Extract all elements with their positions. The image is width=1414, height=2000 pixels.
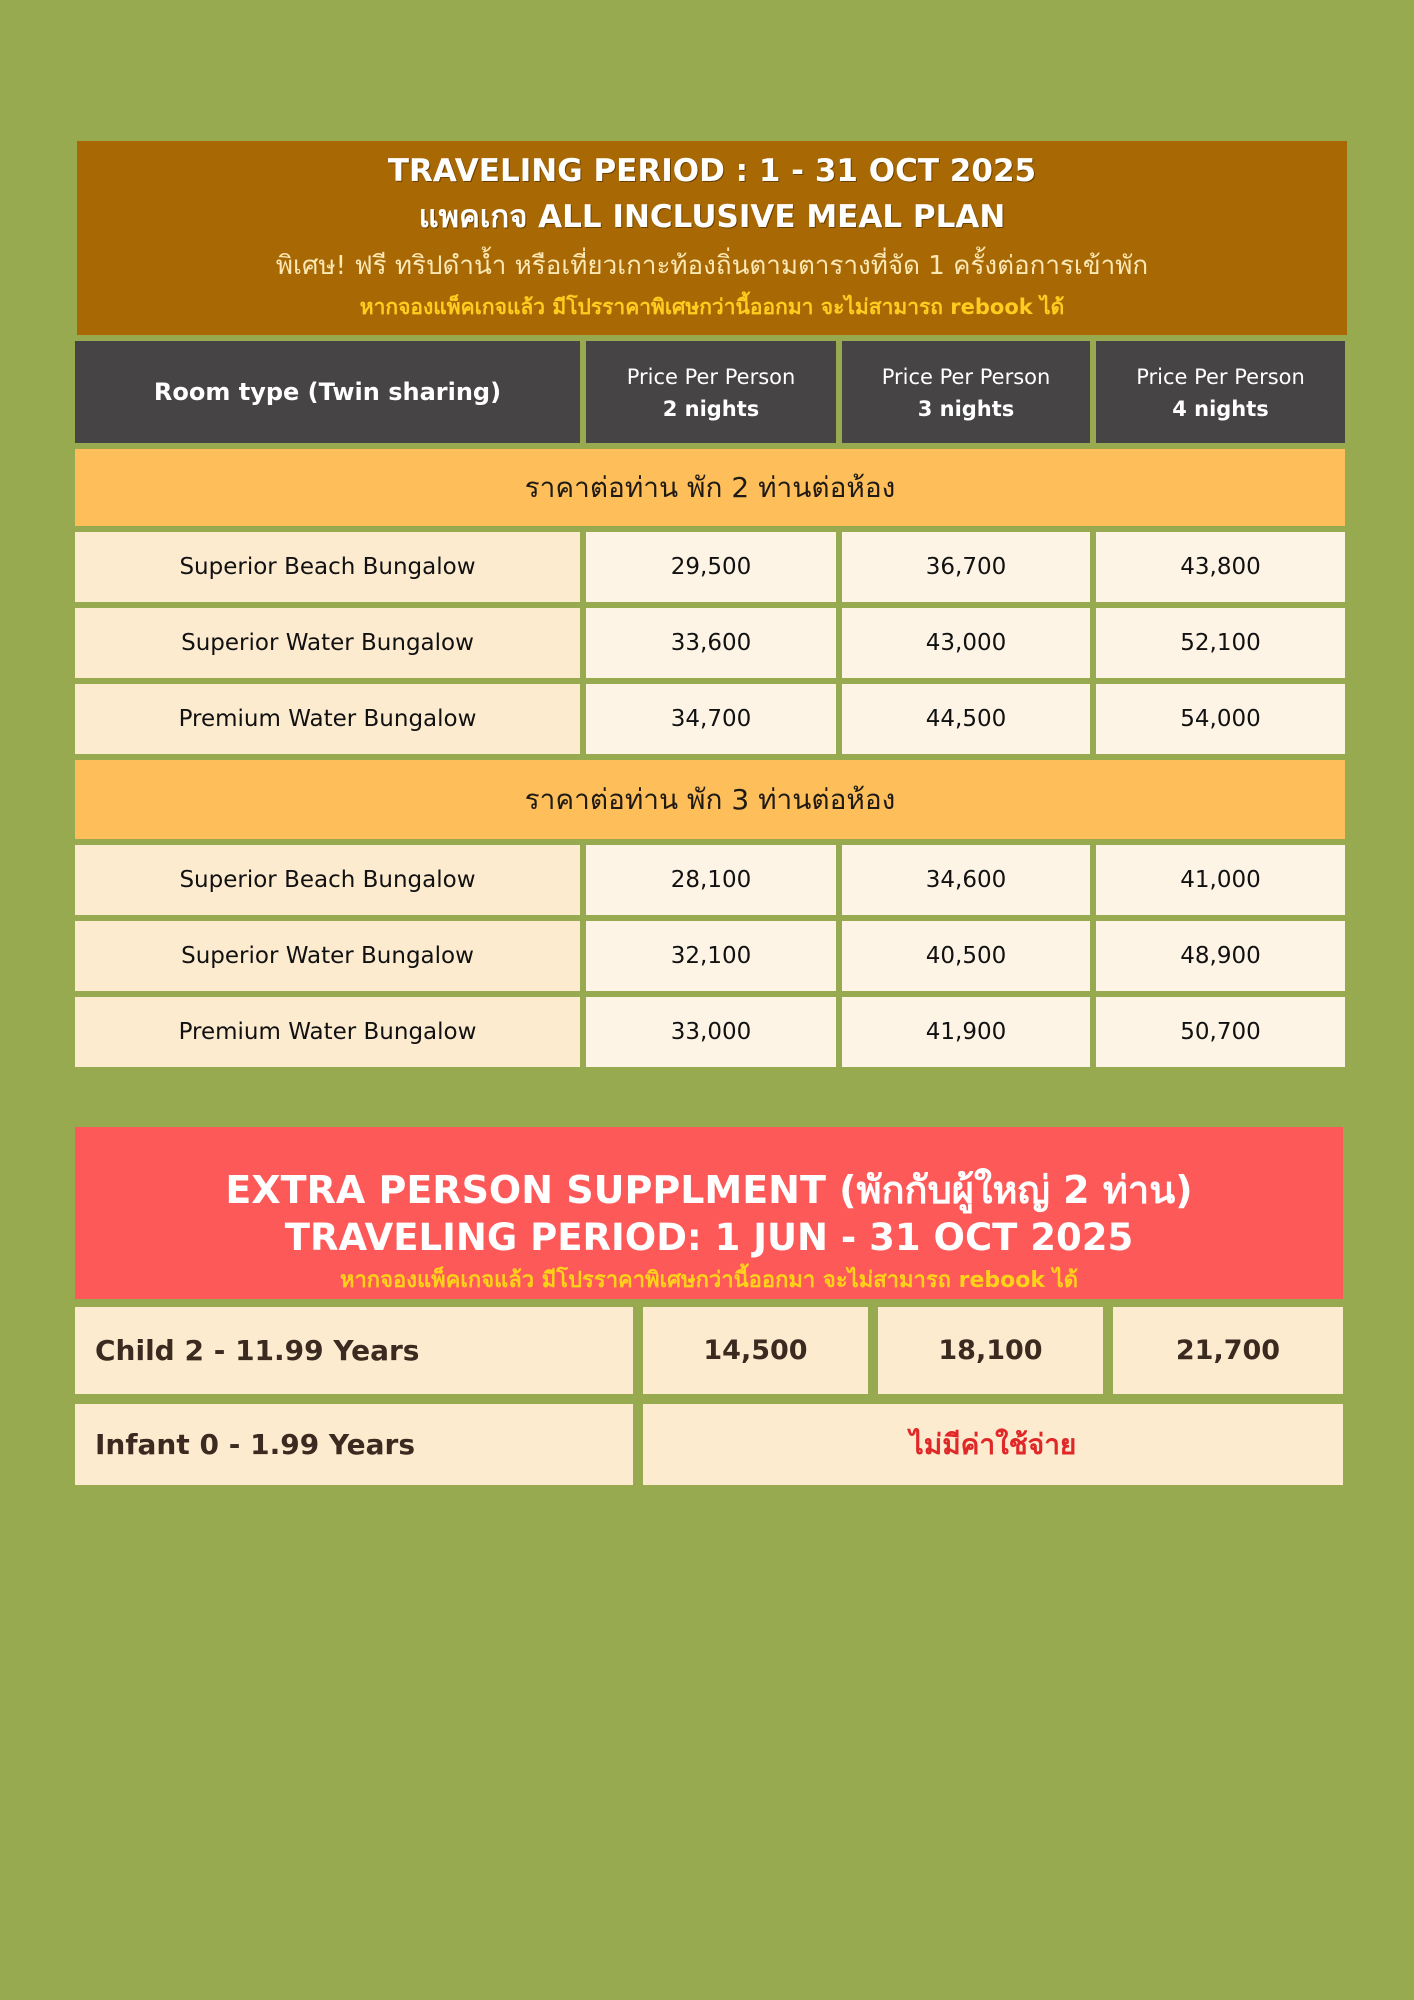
- special-offer-text: พิเศษ! ฟรี ทริปดำน้ำ หรือเที่ยวเกาะท้องถิ่นตามตารางที่จัด 1 ครั้งต่อการเข้าพัก: [275, 251, 1149, 281]
- table-cell-price: 29,500: [586, 532, 836, 602]
- table-cell-price: 36,700: [842, 532, 1090, 602]
- table-cell-price: 28,100: [586, 845, 836, 915]
- price-per-person-label: Price Per Person: [626, 365, 796, 389]
- group-band-3-persons: [75, 760, 1345, 839]
- nights-label: 4 nights: [1172, 397, 1269, 421]
- price-per-person-label: Price Per Person: [881, 365, 1051, 389]
- table-cell-price: 50,700: [1096, 997, 1345, 1067]
- extra-person-header: [75, 1127, 1343, 1299]
- table-cell-price: 34,600: [842, 845, 1090, 915]
- nights-label: 3 nights: [917, 397, 1015, 421]
- column-header-2-nights: [586, 341, 836, 443]
- table-cell-price: 32,100: [586, 921, 836, 991]
- table-row-room: Premium Water Bungalow: [75, 997, 580, 1067]
- table-row-room: Superior Water Bungalow: [75, 608, 580, 678]
- nights-label: 2 nights: [662, 397, 760, 421]
- child-price-2-nights: 14,500: [643, 1307, 868, 1394]
- table-row-room: Premium Water Bungalow: [75, 684, 580, 754]
- table-cell-price: 48,900: [1096, 921, 1345, 991]
- table-row-room: Superior Beach Bungalow: [75, 532, 580, 602]
- table-cell-price: 43,800: [1096, 532, 1345, 602]
- table-cell-price: 33,600: [586, 608, 836, 678]
- table-cell-price: 33,000: [586, 997, 836, 1067]
- meal-plan-title: แพคเกจ ALL INCLUSIVE MEAL PLAN: [418, 199, 1006, 235]
- traveling-period-title: TRAVELING PERIOD : 1 - 31 OCT 2025: [387, 153, 1037, 189]
- column-header-3-nights: [842, 341, 1090, 443]
- column-header-4-nights: [1096, 341, 1345, 443]
- table-row-room: Superior Beach Bungalow: [75, 845, 580, 915]
- group-title: ราคาต่อท่าน พัก 2 ท่านต่อห้อง: [524, 470, 896, 504]
- child-price-3-nights: 18,100: [878, 1307, 1103, 1394]
- group-band-2-persons: [75, 449, 1345, 526]
- rebook-note: หากจองแพ็คเกจแล้ว มีโปรราคาพิเศษกว่านี้ออกมา จะไม่สามารถ rebook ได้: [359, 295, 1065, 319]
- column-header-room-type: [75, 341, 580, 443]
- infant-price-cell: [643, 1404, 1343, 1485]
- extra-person-title: EXTRA PERSON SUPPLMENT (พักกับผู้ใหญ่ 2 ท่าน): [225, 1168, 1193, 1212]
- child-price-4-nights: 21,700: [1113, 1307, 1343, 1394]
- child-age-label: Child 2 - 11.99 Years: [75, 1307, 633, 1394]
- table-cell-price: 40,500: [842, 921, 1090, 991]
- table-cell-price: 52,100: [1096, 608, 1345, 678]
- column-header-room-type-label: Room type (Twin sharing): [153, 378, 502, 406]
- table-cell-price: 54,000: [1096, 684, 1345, 754]
- table-cell-price: 44,500: [842, 684, 1090, 754]
- infant-free-text: ไม่มีค่าใช้จ่าย: [909, 1427, 1077, 1461]
- package-header: [77, 141, 1347, 335]
- price-per-person-label: Price Per Person: [1136, 365, 1305, 389]
- infant-age-label: Infant 0 - 1.99 Years: [75, 1404, 633, 1485]
- extra-traveling-period: TRAVELING PERIOD: 1 JUN - 31 OCT 2025: [284, 1216, 1134, 1259]
- table-cell-price: 41,000: [1096, 845, 1345, 915]
- table-cell-price: 41,900: [842, 997, 1090, 1067]
- table-cell-price: 43,000: [842, 608, 1090, 678]
- extra-rebook-note: หากจองแพ็คเกจแล้ว มีโปรราคาพิเศษกว่านี้ออกมา จะไม่สามารถ rebook ได้: [339, 1268, 1079, 1293]
- table-cell-price: 34,700: [586, 684, 836, 754]
- group-title: ราคาต่อท่าน พัก 3 ท่านต่อห้อง: [524, 782, 896, 816]
- table-row-room: Superior Water Bungalow: [75, 921, 580, 991]
